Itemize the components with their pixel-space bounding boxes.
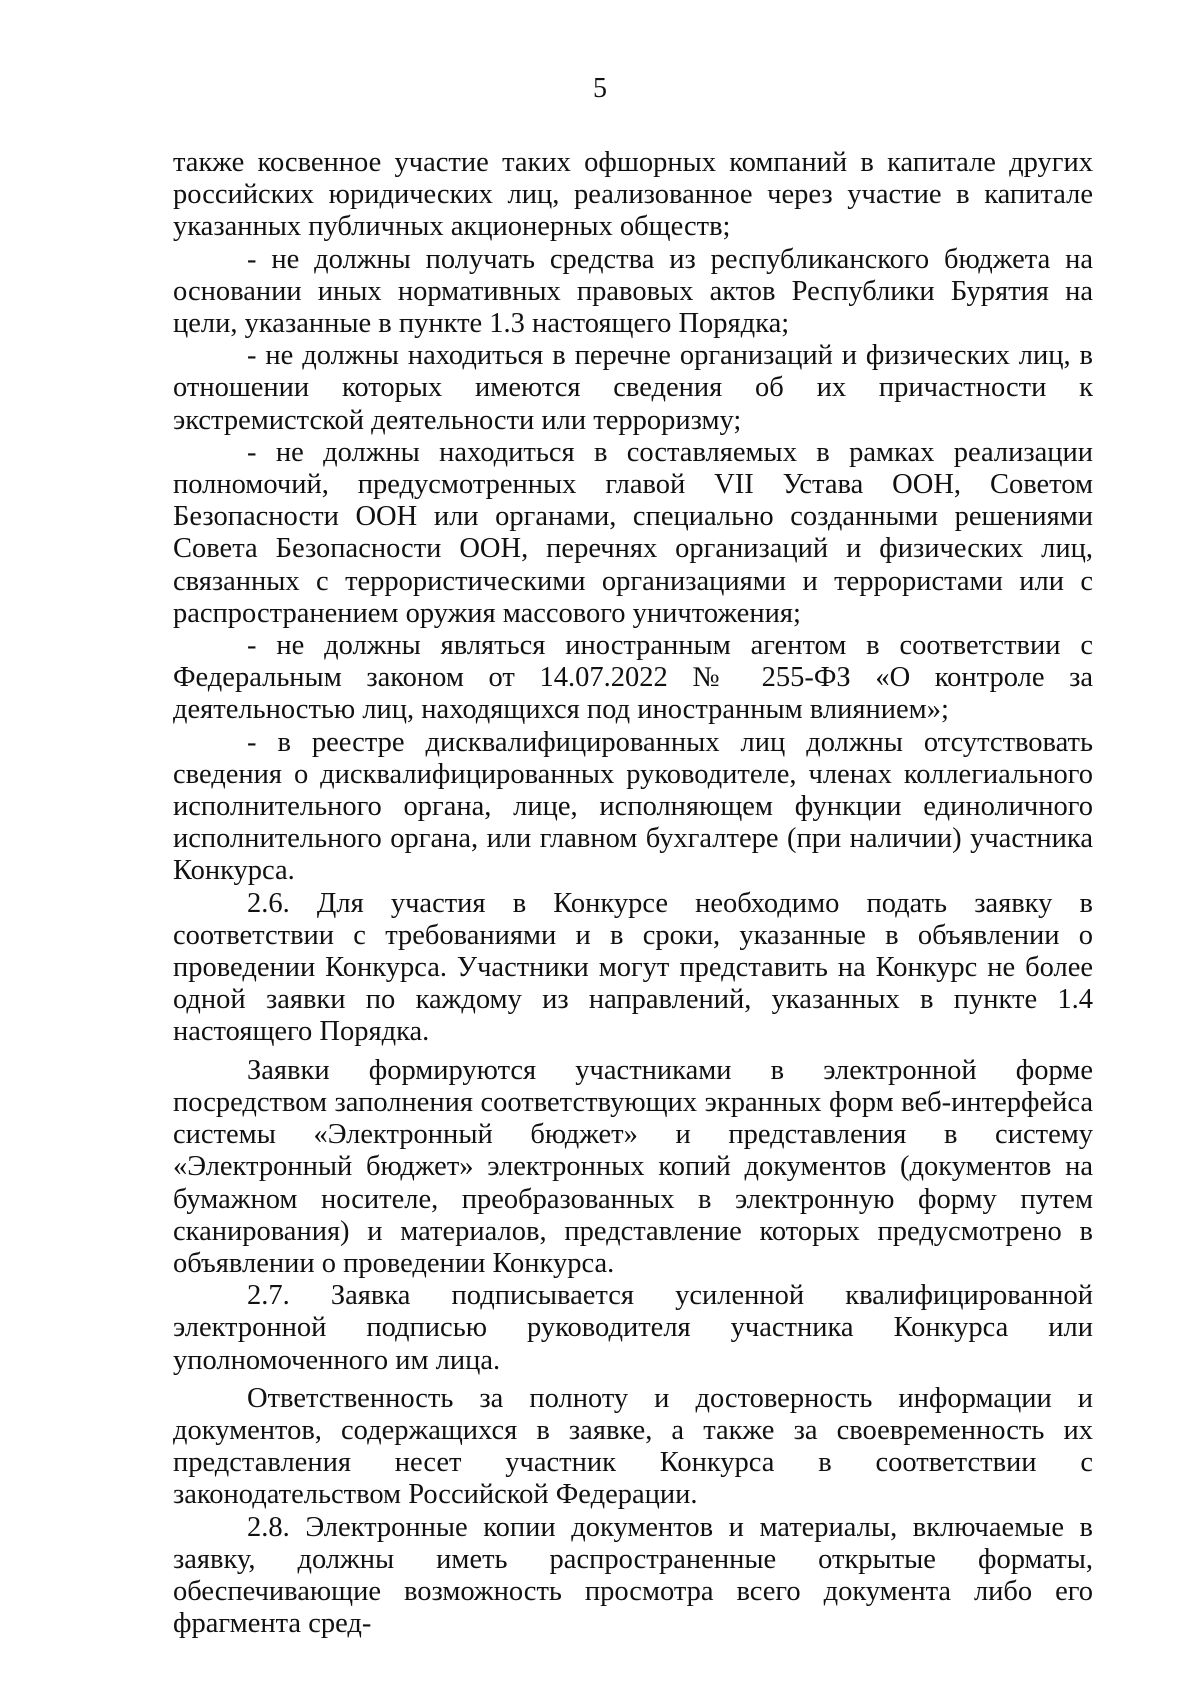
paragraph-2-7-signature: 2.7. Заявка подписывается усиленной квалифицированной электронной подписью руководителя участника Конкурса или уполномоченного им лица.: [173, 1280, 1093, 1376]
paragraph-responsibility: Ответственность за полноту и достоверность информации и документов, содержащихся в заявке, а также за своевременность их представления несет участник Конкурса в соответствии с законодательством Российской Федерации.: [173, 1382, 1093, 1511]
paragraph-no-budget-funds: - не должны получать средства из республиканского бюджета на основании иных нормативных правовых актов Республики Бурятия на цели, указанные в пункте 1.3 настоящего Порядка;: [173, 243, 1093, 340]
document-body: [173, 147, 1093, 1640]
paragraph-offshore-participation: также косвенное участие таких офшорных компаний в капитале других российских юридических лиц, реализованное через участие в капитале указанных публичных акционерных обществ;: [173, 147, 1093, 243]
paragraph-2-8-formats: 2.8. Электронные копии документов и материалы, включаемые в заявку, должны иметь распространенные открытые форматы, обеспечивающие возможность просмотра всего документа либо его фрагмента сред-: [173, 1511, 1093, 1640]
paragraph-not-foreign-agent: - не должны являться иностранным агентом в соответствии с Федеральным законом от 14.07.2022 № 255-ФЗ «О контроле за деятельностью лиц, находящихся под иностранным влиянием»;: [173, 630, 1093, 726]
paragraph-2-6-application: 2.6. Для участия в Конкурсе необходимо подать заявку в соответствии с требованиями и в сроки, указанные в объявлении о проведении Конкурса. Участники могут представить на Конкурс не более одной заявки по каждому из направлений, указанных в пункте 1.4 настоящего Порядка.: [173, 887, 1093, 1048]
paragraph-no-un-sanctions-list: - не должны находиться в составляемых в рамках реализации полномочий, предусмотренных главой VII Устава ООН, Советом Безопасности ООН или органами, специально созданными решениями Совета Безопасности ООН, перечнях организаций и физических лиц, связанных с террористическими организациями и террористами или с распространением оружия массового уничтожения;: [173, 436, 1093, 629]
paragraph-electronic-forms: Заявки формируются участниками в электронной форме посредством заполнения соответствующих экранных форм веб-интерфейса системы «Электронный бюджет» и представления в систему «Электронный бюджет» электронных копий документов (документов на бумажном носителе, преобразованных в электронную форму путем сканирования) и материалов, представление которых предусмотрено в объявлении о проведении Конкурса.: [173, 1054, 1093, 1279]
page-number: 5: [593, 73, 607, 104]
paragraph-no-extremism-list: - не должны находиться в перечне организаций и физических лиц, в отношении которых имеются сведения об их причастности к экстремистской деятельности или терроризму;: [173, 340, 1093, 436]
paragraph-disqualified-persons: - в реестре дисквалифицированных лиц должны отсутствовать сведения о дисквалифицированных руководителе, членах коллегиального исполнительного органа, лице, исполняющем функции единоличного исполнительного органа, или главном бухгалтере (при наличии) участника Конкурса.: [173, 726, 1093, 887]
